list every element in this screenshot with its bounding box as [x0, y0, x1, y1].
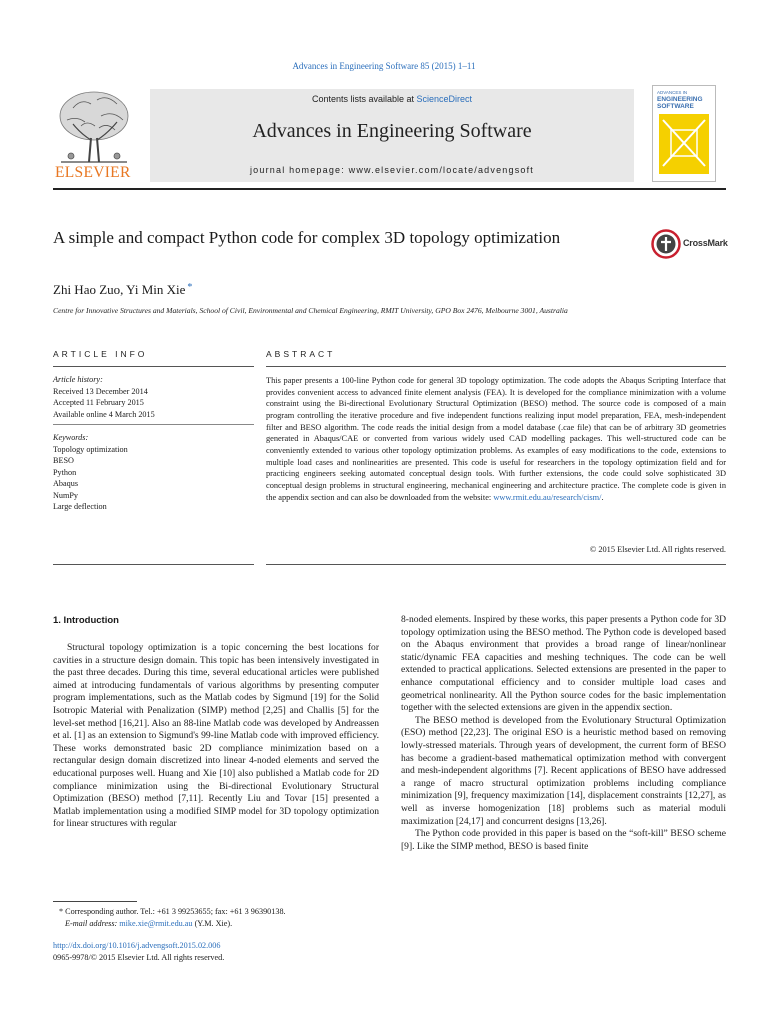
keywords-label: Keywords:	[53, 433, 89, 442]
corresponding-author-footnote	[53, 906, 383, 930]
cover-line-2: ENGINEERING	[657, 96, 703, 103]
contents-prefix: Contents lists available at	[311, 94, 417, 104]
keyword-item: NumPy	[53, 490, 79, 500]
divider	[266, 366, 726, 367]
abstract-heading: ABSTRACT	[266, 349, 336, 359]
email-link[interactable]: mike.xie@rmit.edu.au	[119, 919, 193, 928]
cism-website-link[interactable]: www.rmit.edu.au/research/cism/	[493, 492, 602, 502]
body-column-left	[53, 642, 379, 831]
intro-paragraph: The Python code provided in this paper is based on the “soft-kill” BESO scheme [9]. Like the SIMP method, BESO is based finite	[401, 828, 726, 852]
keywords	[53, 432, 253, 513]
cover-graphic-icon	[653, 86, 715, 181]
cover-line-3: SOFTWARE	[657, 103, 694, 110]
elsevier-wordmark: ELSEVIER	[55, 164, 131, 181]
intro-paragraph: 8-noded elements. Inspired by these works, this paper presents a Python code for 3D topology optimization using the BESO method. The Python code is developed based on the Abaqus environment that provides a broad range of linear/nonlinear static/dynamic FEA capacities and meshing techniques. The code can be well extended to practical applications. Selected extensions are presented in the paper to enhance computational efficiency and to consider multiple load cases and geometrical nonlinearity. All the Python source codes for the basic implementation together with the selected extensions are given in the appendix section.	[401, 614, 726, 714]
corresponding-author-mark[interactable]: *	[187, 282, 193, 293]
body-column-right	[401, 614, 726, 853]
journal-reference[interactable]: Advances in Engineering Software 85 (2015) 1–11	[292, 61, 476, 71]
footnote-divider	[53, 901, 137, 902]
history-online: Available online 4 March 2015	[53, 409, 155, 419]
history-accepted: Accepted 11 February 2015	[53, 398, 144, 407]
divider	[53, 366, 254, 367]
footnote-contact: * Corresponding author. Tel.: +61 3 99253655; fax: +61 3 96390138.	[59, 907, 286, 916]
journal-cover-thumbnail	[652, 85, 716, 182]
abstract-copyright: © 2015 Elsevier Ltd. All rights reserved.	[589, 545, 726, 554]
keyword-item: Large deflection	[53, 502, 107, 511]
tree-icon	[53, 86, 135, 166]
divider	[53, 424, 254, 425]
abstract-end: .	[601, 492, 604, 502]
author-affiliation: Centre for Innovative Structures and Materials, School of Civil, Environmental and Chemical Engineering, RMIT University, GPO Box 2476, Melbourne 3001, Australia	[53, 306, 568, 315]
article-history	[53, 374, 253, 420]
crossmark-badge[interactable]	[651, 229, 728, 259]
intro-paragraph: Structural topology optimization is a topic concerning the best locations for cavities in a structure design domain. This topic has been intensively investigated in the past three decades. During this time, several educational articles were published aimed at introducing fundamentals of various algorithms by presenting computer program implementations, such as the Matlab codes by Sigmund [19] for the Solid Isotropic Material with Penalization (SIMP) method [2,25] and Challis [5] for the level-set method [16,21]. Also an 88-line Matlab code was developed by Andreassen et al. [1] as an extension to Sigmund's 99-line Matlab code with improved efficiency. These works demonstrated basic 2D compliance minimization based on a rectangular design domain discretized into linear 4-noded elements and served the educational purposes well. Huang and Xie [10] also published a Matlab code for 2D compliance minimization using the Bi-directional Evolutionary Structural Optimization (BESO) method [7,11]. Recently Liu and Tovar [15] presented a Matlab implementation using a modified SIMP model for 3D topology optimization for linear structures with regular	[53, 642, 379, 830]
email-label: E-mail address:	[65, 919, 120, 928]
author-list	[53, 282, 192, 298]
crossmark-label: CrossMark	[683, 238, 728, 248]
article-title: A simple and compact Python code for complex 3D topology optimization	[53, 228, 561, 247]
crossmark-icon	[651, 229, 681, 259]
divider	[53, 564, 254, 565]
divider	[266, 564, 726, 565]
keyword-item: Abaqus	[53, 479, 79, 488]
doi-block	[53, 940, 383, 963]
cover-line-1: ADVANCES IN	[657, 90, 688, 95]
keyword-item: Python	[53, 467, 77, 477]
journal-homepage[interactable]: journal homepage: www.elsevier.com/locate/advengsoft	[249, 165, 535, 175]
author-names: Zhi Hao Zuo, Yi Min Xie	[53, 282, 186, 297]
keyword-item: Topology optimization	[53, 444, 128, 454]
email-owner: (Y.M. Xie).	[192, 919, 233, 928]
sciencedirect-link[interactable]: ScienceDirect	[416, 94, 473, 104]
masthead-banner	[150, 89, 634, 182]
article-info-heading: ARTICLE INFO	[53, 349, 148, 359]
abstract-text	[266, 375, 726, 503]
abstract-body: This paper presents a 100-line Python code for general 3D topology optimization. The code adopts the Abaqus Scripting Interface that provides convenient access to advanced finite element analysis (FEA). It is developed for the compliance minimization with a volume constraint using the Bi-directional Evolutionary Structural Optimization (BESO) method. The source code is composed of a main program controlling the iterative procedure and five independent functions realizing input model preparation, FEA, mesh-independent filter and BESO algorithm. The code reads the initial design from a model database (.cae file) that can be of arbitrary 3D geometries generated in Abaqus/CAE or converted from various widely used CAD modelling packages. This well-structured code can be conveniently extended to various other topology optimization problems. As examples of easy modifications to the code, extensions to multiple load cases and nonlinearities are presented. This code is useful for researchers in the topology optimization field and for practicing engineers seeking automated conceptual design tools. With further extensions, the code could solve sophisticated 3D conceptual design problems in structural engineering, mechanical engineering and architecture practice. The complete code is given in the appendix section and can also be downloaded from the website:	[266, 376, 726, 502]
history-received: Received 13 December 2014	[53, 386, 148, 396]
intro-paragraph: The BESO method is developed from the Evolutionary Structural Optimization (ESO) method [22,23]. The original ESO is a heuristic method based on removing lowly-stressed materials. Through years of development, the current form of BESO has become a gradient-based mathematical optimization method with convergent and mesh-independent algorithms [7]. Recent applications of BESO have addressed a range of macro structural optimization problems including compliance minimization [9], frequency maximization [14], displacement constraints [12,27], as well as inverse homogenization [18] problems such as material moduli maximization [24,17] and concurrent designs [13,26].	[401, 714, 726, 827]
keyword-item: BESO	[53, 456, 74, 465]
issn-line: 0965-9978/© 2015 Elsevier Ltd. All rights reserved.	[53, 952, 225, 962]
history-label: Article history:	[53, 375, 103, 384]
journal-masthead	[53, 82, 726, 190]
footnote-email-line	[53, 918, 383, 930]
doi-link[interactable]: http://dx.doi.org/10.1016/j.advengsoft.2015.02.006	[53, 941, 221, 950]
section-heading-introduction: 1. Introduction	[53, 615, 119, 626]
contents-line	[150, 94, 634, 104]
journal-title: Advances in Engineering Software	[252, 120, 532, 142]
